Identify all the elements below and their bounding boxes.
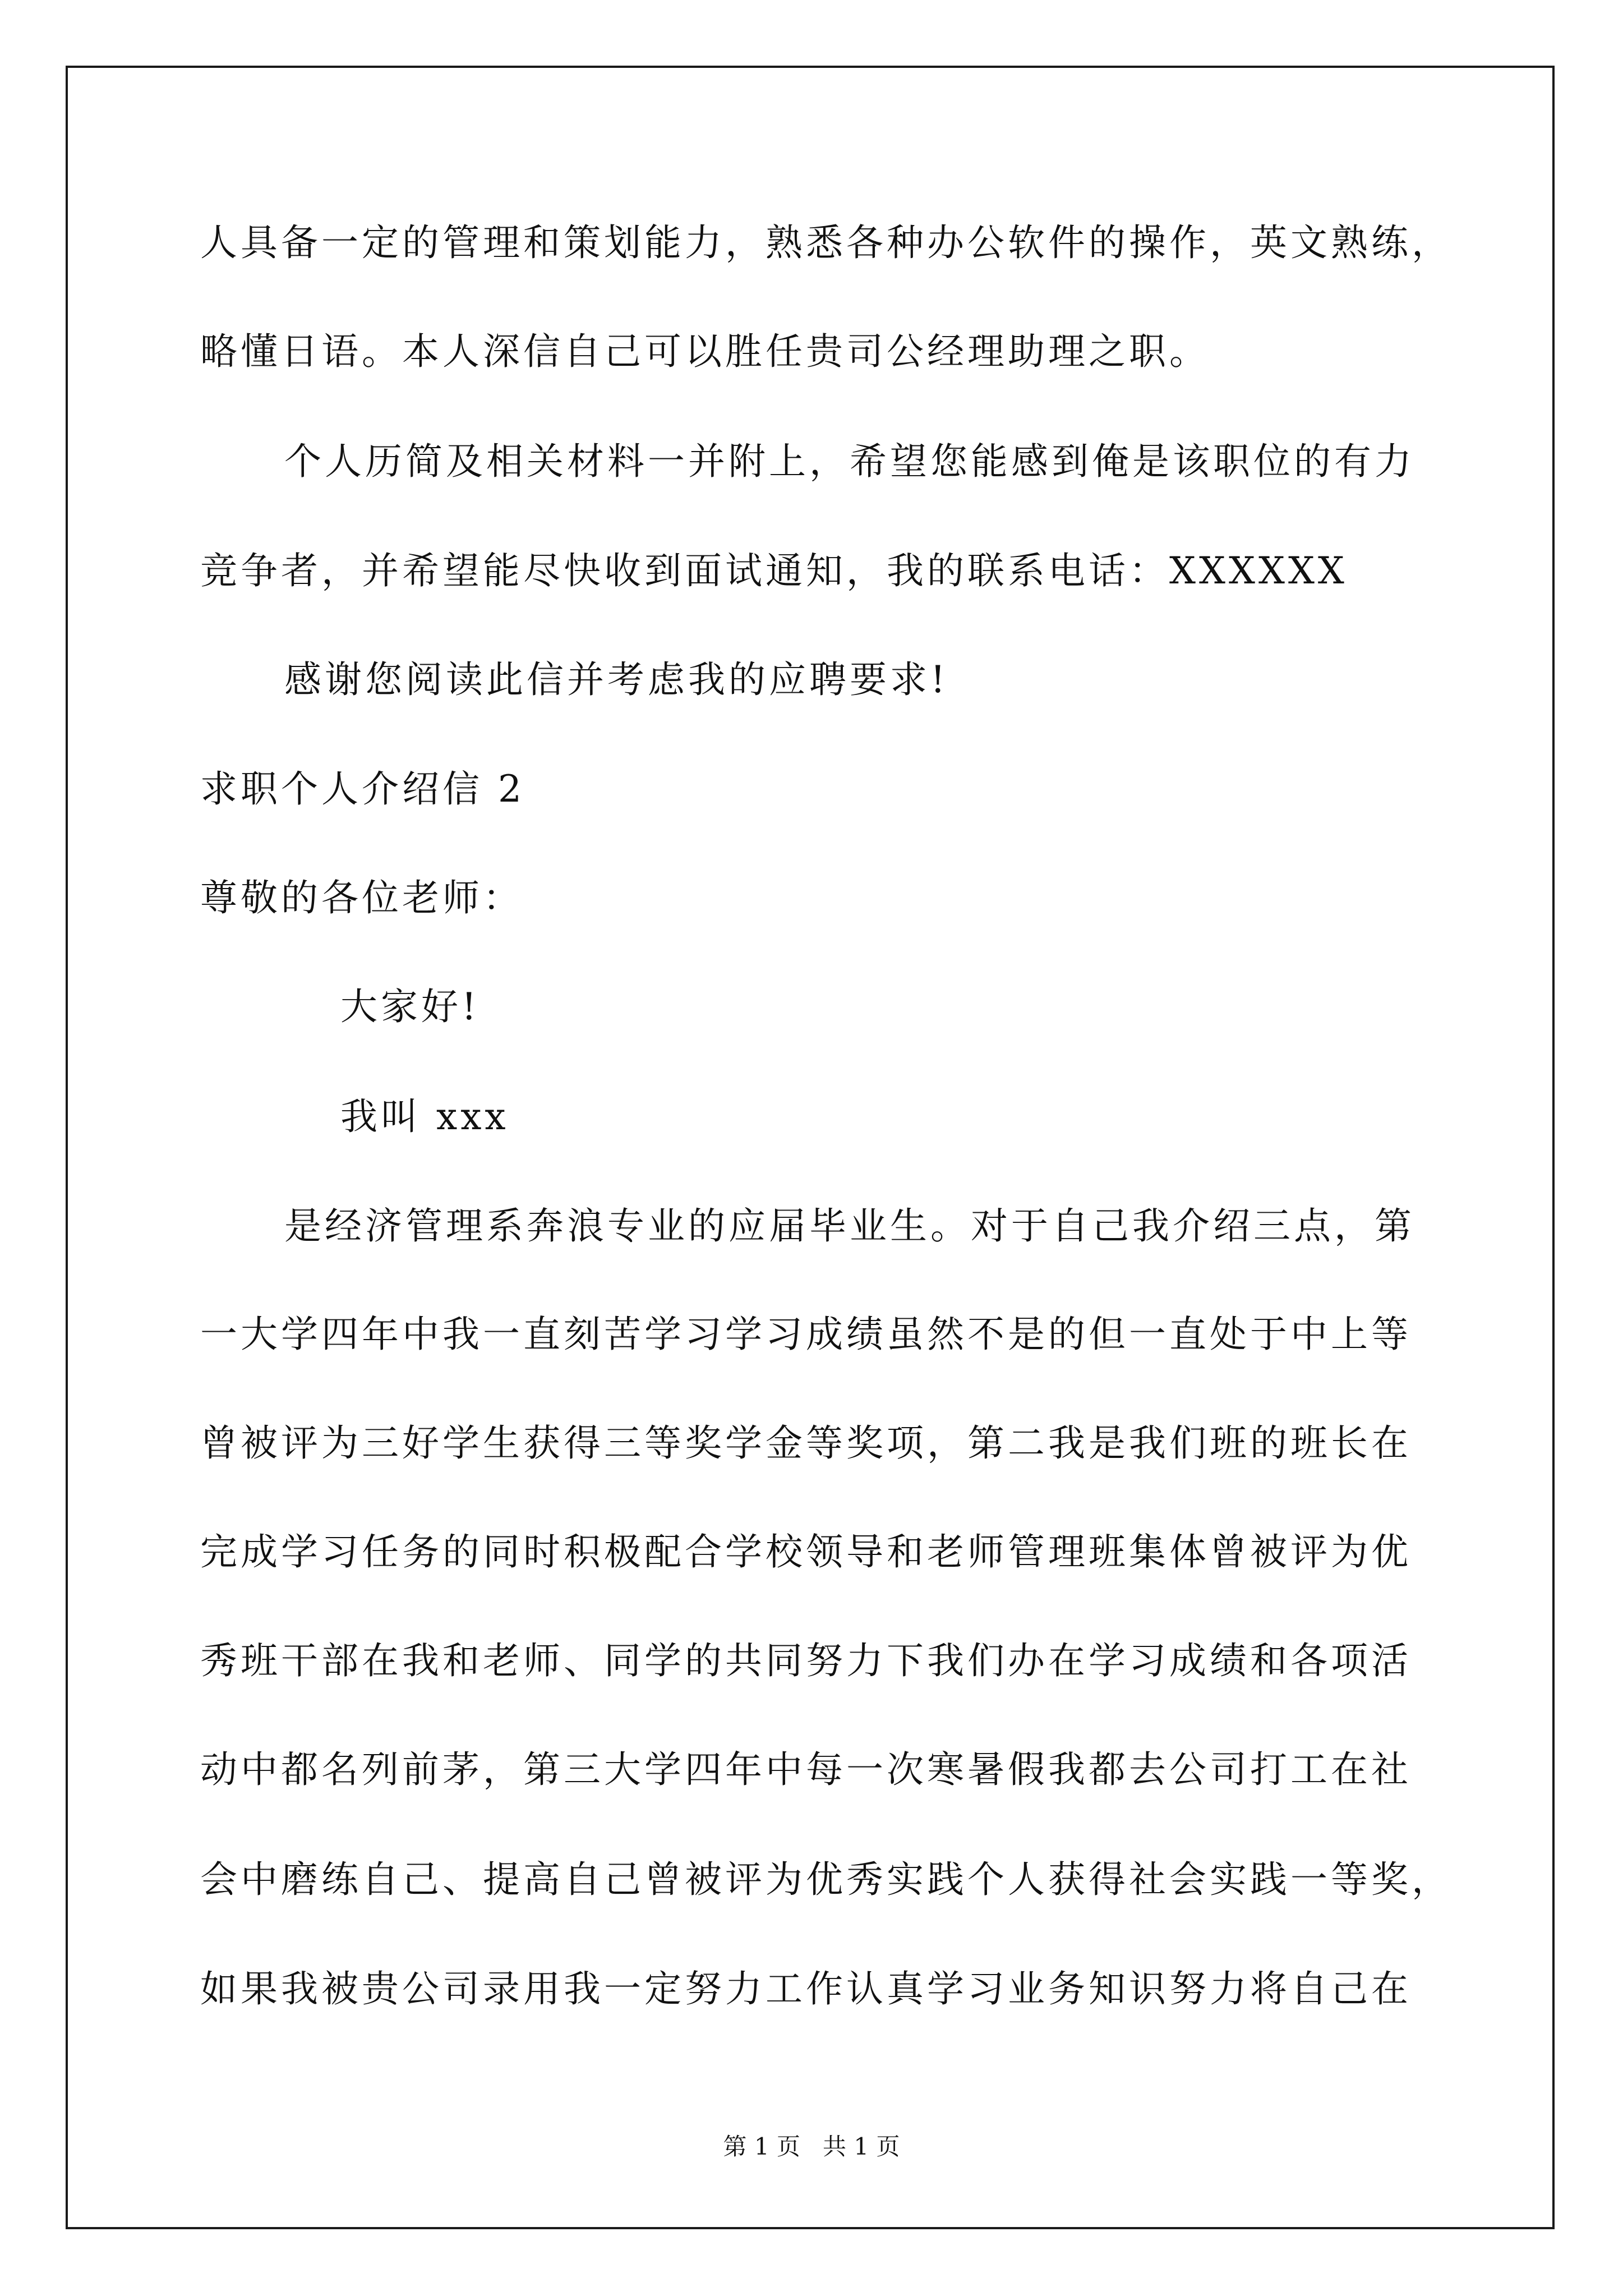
paragraph-line: 一大学四年中我一直刻苦学习学习成绩虽然不是的但一直处于中上等 <box>200 1313 1412 1356</box>
paragraph-line: 会中磨练自己、提高自己曾被评为优秀实践个人获得社会实践一等奖， <box>200 1858 1452 1901</box>
paragraph-line: 略懂日语。本人深信自己可以胜任贵司公经理助理之职。 <box>200 330 1210 373</box>
paragraph-line: 如果我被贵公司录用我一定努力工作认真学习业务知识努力将自己在 <box>200 1967 1412 2010</box>
paragraph-line: 人具备一定的管理和策划能力，熟悉各种办公软件的操作，英文熟练， <box>200 221 1452 264</box>
salutation: 尊敬的各位老师： <box>200 876 523 919</box>
paragraph-line: 动中都名列前茅，第三大学四年中每一次寒暑假我都去公司打工在社 <box>200 1748 1412 1791</box>
paragraph-line: 秀班干部在我和老师、同学的共同努力下我们办在学习成绩和各项活 <box>200 1639 1412 1682</box>
paragraph-line: 完成学习任务的同时积极配合学校领导和老师管理班集体曾被评为优 <box>200 1530 1412 1573</box>
paragraph-line: 个人历简及相关材料一并附上，希望您能感到俺是该职位的有力 <box>284 440 1415 483</box>
self-intro: 我叫 xxx <box>340 1095 509 1138</box>
page-number-footer: 第 1 页 共 1 页 <box>723 2133 900 2160</box>
paragraph-line: 竞争者，并希望能尽快收到面试通知，我的联系电话：XXXXXX <box>200 549 1348 592</box>
paragraph-line: 感谢您阅读此信并考虑我的应聘要求! <box>284 658 949 701</box>
greeting: 大家好! <box>340 985 480 1028</box>
page-border <box>66 66 1555 2229</box>
paragraph-line: 是经济管理系奔浪专业的应届毕业生。对于自己我介绍三点，第 <box>284 1204 1415 1248</box>
paragraph-line: 曾被评为三好学生获得三等奖学金等奖项，第二我是我们班的班长在 <box>200 1421 1412 1465</box>
section-title: 求职个人介绍信 2 <box>200 767 525 811</box>
